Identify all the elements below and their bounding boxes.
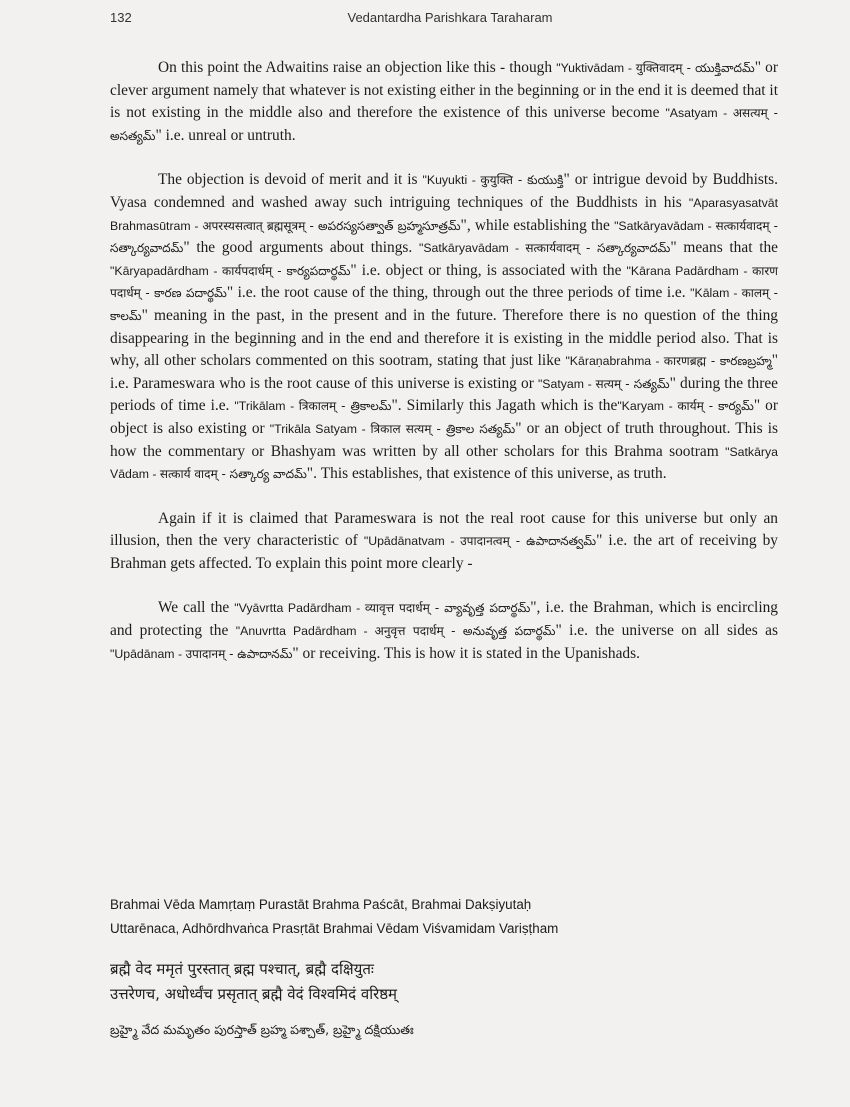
native-script-term: अनुवृत्त पदार्धम् - (374, 624, 463, 639)
transliterated-term: "Kāryapadārdham - (110, 263, 223, 278)
native-script-term: कारणब्रह्म - (663, 354, 720, 369)
transliterated-term: "Asatyam - (665, 106, 733, 121)
native-script-term: उपादानत्वम् - (460, 534, 527, 549)
native-script-term: కారణ పదార్థమ్ (154, 286, 227, 301)
native-script-term: వ్యావృత్త పదార్థమ్ (444, 601, 531, 616)
transliterated-term: "Satkāryavādam - (418, 241, 526, 256)
verse-telugu-line: బ్రహ్మై వేద మమృతం పురస్తాత్ బ్రహ్మ పశ్చాత్, బ్రహ్మై దక్షియుతః (110, 1022, 414, 1037)
transliterated-term: "Yuktivādam - (556, 61, 636, 75)
running-title: Vedantardha Parishkara Taraharam (347, 10, 553, 25)
text-run: " meaning in the past, in the present and in the future. Therefore there is no question of the thing disappearing in the beginning and in the end and therefore it is existing in the middle period also. That is why, all other scholars commented on this sootram, stating that just like (110, 306, 778, 370)
text-run: " i.e. object or thing, is associated with the (350, 261, 627, 279)
native-script-term: సత్యమ్ (633, 376, 670, 391)
text-run: " i.e. the universe on all sides as (555, 622, 778, 640)
native-script-term: कारण पदार्धम् - (110, 263, 778, 301)
transliterated-term: "Anuvrtta Padārdham - (235, 624, 375, 639)
native-script-term: యుక్తివాదమ్ (695, 61, 755, 75)
native-script-term: అనువృత్త పదార్థమ్ (462, 624, 556, 639)
verse-devanagari-line: उत्तरेणच, अधोर्ध्वंच प्रसृतात् ब्रह्मै वेदं विश्वमिदं वरिष्ठम् (110, 985, 398, 1003)
text-run: " or clever argument namely that whatever is not existing either in the beginning or in the end it is deemed that it is not existing in the middle also and therefore the existence of this universe become (110, 59, 778, 122)
paragraph (110, 508, 778, 576)
transliterated-term: "Trikāla Satyam - (269, 421, 371, 436)
transliterated-term: "Vyāvrtta Padārdham - (234, 601, 365, 616)
verse-transliteration (110, 893, 790, 941)
transliterated-term: "Kuyukti - (422, 173, 481, 188)
native-script-term: कार्यपदार्धम् - (222, 263, 287, 278)
verse-devanagari (110, 957, 790, 1007)
native-script-term: अपरस्यसत्वात् ब्रह्मसूत्रम् - (202, 218, 319, 233)
text-run: " i.e. the art of receiving by Brahman gets affected. To explain this point more clearly - (110, 532, 778, 572)
text-run: " or an object of truth throughout. This is how the commentary or Bhashyam was written by all other scholars for this Brahma sootram (110, 419, 778, 460)
native-script-term: त्रिकालम् - (298, 399, 351, 414)
text-run: " or receiving. This is how it is stated in the Upanishads. (292, 644, 640, 662)
text-run: " during the three periods of time i.e. (110, 374, 778, 415)
upanishad-verse (110, 893, 790, 1041)
native-script-term: कुयुक्ति - (480, 173, 528, 188)
text-run: ", i.e. the Brahman, which is encircling and protecting the (110, 599, 778, 640)
text-run: ". Similarly this Jagath which is the (391, 397, 618, 415)
text-run: ". This establishes, that existence of this universe, as truth. (306, 465, 667, 483)
verse-devanagari-line: ब्रह्मै वेद ममृतं पुरस्तात् ब्रह्म पश्चात्, ब्रह्मै दक्षियुतः (110, 960, 374, 978)
native-script-term: उपादानम् - (185, 646, 238, 661)
native-script-term: సత్కార్యవాదమ్ (597, 241, 671, 256)
native-script-term: युक्तिवादम् - (635, 61, 696, 75)
text-run: ", while establishing the (460, 216, 615, 234)
transliterated-term: "Karyam - (617, 399, 678, 414)
text-run: " i.e. Parameswara who is the root cause of this universe is existing or (110, 352, 778, 392)
native-script-term: కారణబ్రహ్మ (719, 354, 772, 369)
transliterated-term: "Satkāryavādam - (614, 218, 716, 233)
text-run: Again if it is claimed that Parameswara is not the real root cause for this universe but only an illusion, then the very characteristic of (110, 509, 778, 550)
transliterated-term: "Trikālam - (234, 399, 299, 414)
page-number: 132 (110, 10, 132, 25)
verse-roman-line: Brahmai Vēda Mamṛtaṃ Purastāt Brahma Paścāt, Brahmai Dakṣiyutaḥ (110, 897, 532, 912)
native-script-term: కుయుక్తి (527, 173, 564, 188)
native-script-term: త్రికాల సత్యమ్ (445, 421, 516, 436)
native-script-term: కాలమ్ (110, 308, 142, 323)
body-text (110, 57, 778, 665)
text-run: We call the (158, 599, 235, 617)
native-script-term: सत्यम् - (595, 376, 634, 391)
text-run: On this point the Adwaitins raise an objection like this - though (158, 59, 557, 76)
native-script-term: कालम् - (741, 286, 779, 301)
text-run: " i.e. the root cause of the thing, through out the three periods of time i.e. (226, 284, 691, 302)
native-script-term: ఉపాదానత్వమ్ (526, 534, 597, 549)
transliterated-term: "Kālam - (690, 286, 742, 301)
verse-telugu (110, 1019, 790, 1041)
native-script-term: सत्कार्यवादम् - (525, 241, 598, 256)
transliterated-term: "Upādānatvam - (363, 534, 461, 549)
paragraph (110, 57, 778, 147)
native-script-term: ఉపాదానమ్ (237, 646, 293, 661)
native-script-term: త్రికాలమ్ (350, 399, 392, 414)
text-run: " i.e. unreal or untruth. (155, 126, 296, 144)
native-script-term: असत्यम् - (732, 106, 778, 121)
transliterated-term: "Upādānam - (110, 646, 186, 661)
verse-roman-line: Uttarēnaca, Adhōrdhvaṅca Prasṛtāt Brahmai Vēdam Viśvamidam Variṣṭham (110, 921, 559, 936)
transliterated-term: "Kārana Padārdham - (626, 263, 753, 278)
paragraph (110, 169, 778, 485)
text-run: " means that the (670, 239, 778, 257)
native-script-term: అపరస్యసత్వాత్ బ్రహ్మసూత్రమ్ (318, 218, 461, 233)
native-script-term: सत्कार्यवादम् - (715, 218, 779, 233)
page-header (110, 10, 790, 30)
native-script-term: సత్కార్యవాదమ్ (110, 241, 184, 256)
native-script-term: అసత్యమ్ (110, 128, 156, 143)
native-script-term: సత్కార్య వాదమ్ (229, 467, 307, 482)
native-script-term: व्यावृत्त पदार्धम् - (364, 601, 445, 616)
paragraph (110, 597, 778, 665)
text-run: " or intrigue devoid by Buddhists. Vyasa condemned and washed away such intriguing techniques of the Buddhists in his (110, 171, 779, 211)
text-run: " the good arguments about things. (183, 239, 419, 257)
transliterated-term: "Satyam - (537, 376, 596, 391)
native-script-term: त्रिकाल सत्यम् - (370, 421, 446, 436)
native-script-term: కార్యపదార్థమ్ (286, 263, 351, 278)
native-script-term: कार्यम् - (677, 399, 719, 414)
transliterated-term: "Kāraṇabrahma - (565, 354, 664, 369)
text-run: " or object is also existing or (110, 397, 778, 437)
text-run: The objection is devoid of merit and it is (158, 171, 423, 189)
native-script-term: కార్యమ్ (718, 399, 754, 414)
native-script-term: सत्कार्य वादम् - (159, 467, 230, 482)
transliterated-term: "Aparasyasatvāt Brahmasūtram - (110, 195, 778, 233)
transliterated-term: "Satkārya Vādam - (110, 444, 778, 482)
